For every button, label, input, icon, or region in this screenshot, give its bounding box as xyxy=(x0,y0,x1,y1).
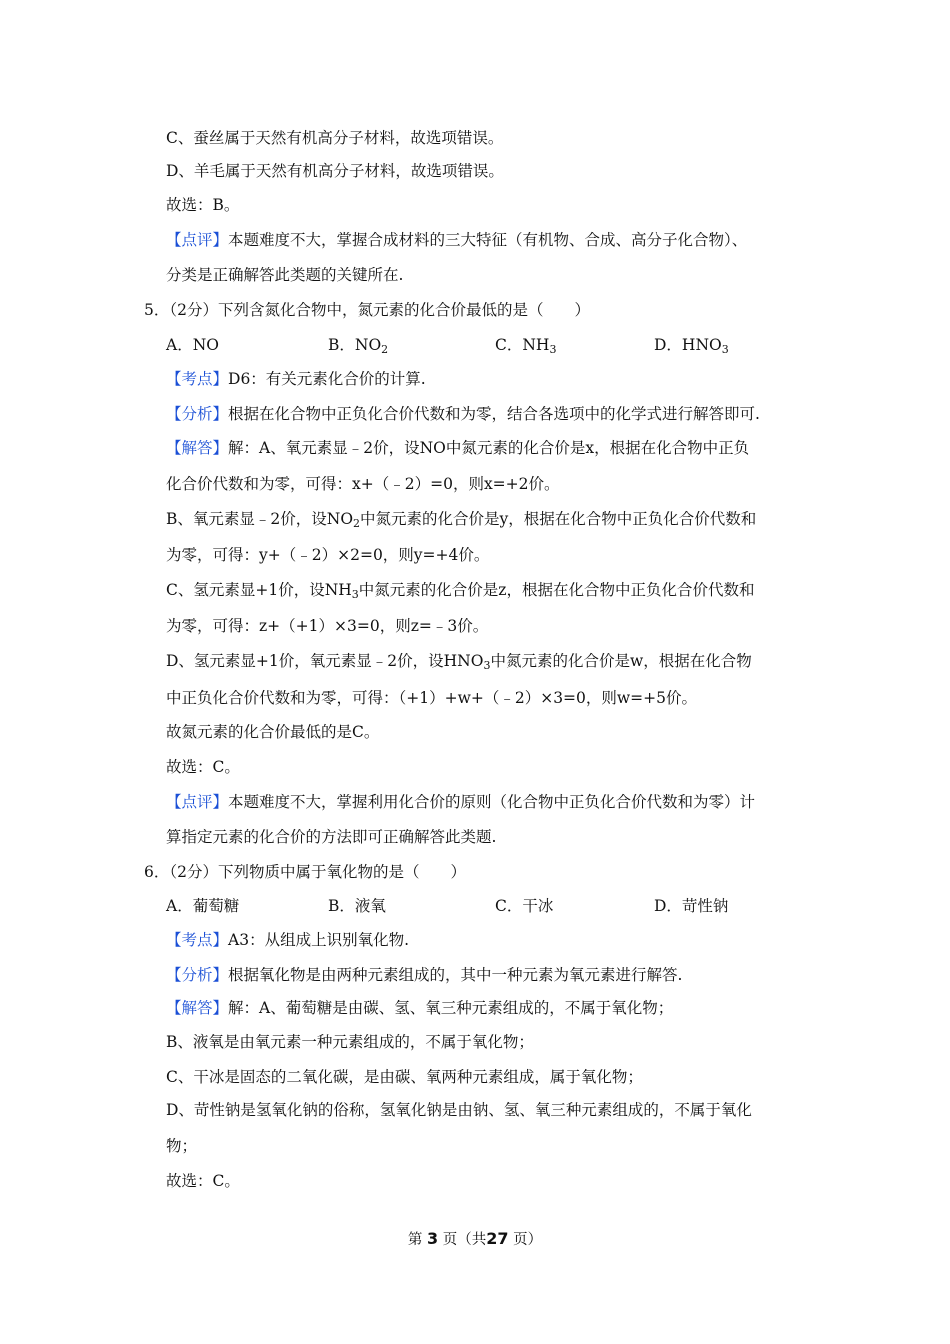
q6-jieda: 【解答】解：A、葡萄糖是由碳、氢、氧三种元素组成的，不属于氧化物； xyxy=(166,999,674,1017)
q5-jieda-c-2: 为零，可得：z+（+1）×3=0，则z=﹣3价。 xyxy=(166,617,489,635)
q4-answer: 故选：B。 xyxy=(166,196,240,214)
fenxi-tag: 【分析】 xyxy=(166,405,229,423)
q5-fenxi: 【分析】根据在化合物中正负化合价代数和为零，结合各选项中的化学式进行解答即可. xyxy=(166,405,760,423)
q4-option-c-explanation: C、蚕丝属于天然有机高分子材料，故选项错误。 xyxy=(166,129,504,147)
q5-stem: 5．（2分）下列含氮化合物中，氮元素的化合价最低的是（ ） xyxy=(144,301,590,319)
q5-conclusion: 故氮元素的化合价最低的是C。 xyxy=(166,723,380,741)
q5-jieda-b-2: 为零，可得：y+（﹣2）×2=0，则y=+4价。 xyxy=(166,546,490,564)
kaodian-tag: 【考点】 xyxy=(166,370,229,388)
review-tag: 【点评】 xyxy=(166,793,229,811)
q5-option-b: B．$NO_2$ xyxy=(328,336,389,356)
review-tag: 【点评】 xyxy=(166,231,229,249)
q6-jieda-d-2: 物； xyxy=(166,1137,198,1155)
q5-option-d: D．$HNO_3$ xyxy=(654,336,729,356)
q5-kaodian: 【考点】D6：有关元素化合价的计算. xyxy=(166,370,426,388)
q4-option-d-explanation: D、羊毛属于天然有机高分子材料，故选项错误。 xyxy=(166,162,504,180)
q6-option-a: A．葡萄糖 xyxy=(166,897,240,915)
q5-answer: 故选：C。 xyxy=(166,758,240,776)
q6-stem: 6．（2分）下列物质中属于氧化物的是（ ） xyxy=(144,863,466,881)
q6-jieda-d-1: D、苛性钠是氢氧化钠的俗称，氢氧化钠是由钠、氢、氧三种元素组成的，不属于氧化 xyxy=(166,1101,752,1119)
fenxi-tag: 【分析】 xyxy=(166,966,229,984)
q5-review-cont: 算指定元素的化合价的方法即可正确解答此类题. xyxy=(166,828,497,846)
q5-jieda-d-1: D、氢元素显+1价，氧元素显﹣2价，设$HNO_3$中氮元素的化合价是w，根据在化合物 xyxy=(166,652,752,672)
q6-fenxi: 【分析】根据氧化物是由两种元素组成的，其中一种元素为氧元素进行解答. xyxy=(166,966,683,984)
q4-review xyxy=(166,229,747,251)
q5-jieda-d-2: 中正负化合价代数和为零，可得：（+1）+w+（﹣2）×3=0，则w=+5价。 xyxy=(166,689,698,707)
page-total: 27 xyxy=(486,1229,509,1248)
q4-review-cont: 分类是正确解答此类题的关键所在. xyxy=(166,266,404,284)
jieda-tag: 【解答】 xyxy=(166,999,229,1017)
jieda-tag: 【解答】 xyxy=(166,439,229,457)
q5-jieda-c-1: C、氢元素显+1价，设$NH_3$中氮元素的化合价是z，根据在化合物中正负化合价代数和 xyxy=(166,581,755,601)
q5-option-c: C．$NH_3$ xyxy=(495,336,557,356)
kaodian-tag: 【考点】 xyxy=(166,931,229,949)
q6-option-d: D．苛性钠 xyxy=(654,897,729,915)
page-number: 3 xyxy=(426,1229,439,1248)
q6-kaodian: 【考点】A3：从组成上识别氧化物. xyxy=(166,931,409,949)
q5-jieda-line-2: 化合价代数和为零，可得：x+（﹣2）=0，则x=+2价。 xyxy=(166,475,560,493)
q5-jieda-b-1: B、氧元素显﹣2价，设$NO_2$中氮元素的化合价是y，根据在化合物中正负化合价代数和 xyxy=(166,510,757,530)
page-footer: 第 3 页（共27 页） xyxy=(407,1229,543,1248)
q5-review: 【点评】本题难度不大，掌握利用化合价的原则（化合物中正负化合价代数和为零）计 xyxy=(166,793,756,811)
review-text: 本题难度不大，掌握合成材料的三大特征（有机物、合成、高分子化合物）、 xyxy=(228,231,748,249)
q5-jieda: 【解答】解：A、氧元素显﹣2价，设NO中氮元素的化合价是x，根据在化合物中正负 xyxy=(166,439,750,457)
q6-answer: 故选：C。 xyxy=(166,1172,240,1190)
q5-option-a: A．NO xyxy=(166,336,219,354)
q6-jieda-b: B、液氧是由氧元素一种元素组成的，不属于氧化物； xyxy=(166,1033,534,1051)
q6-option-c: C．干冰 xyxy=(495,897,554,915)
q6-jieda-c: C、干冰是固态的二氧化碳，是由碳、氧两种元素组成，属于氧化物； xyxy=(166,1068,643,1086)
q6-option-b: B．液氧 xyxy=(328,897,386,915)
